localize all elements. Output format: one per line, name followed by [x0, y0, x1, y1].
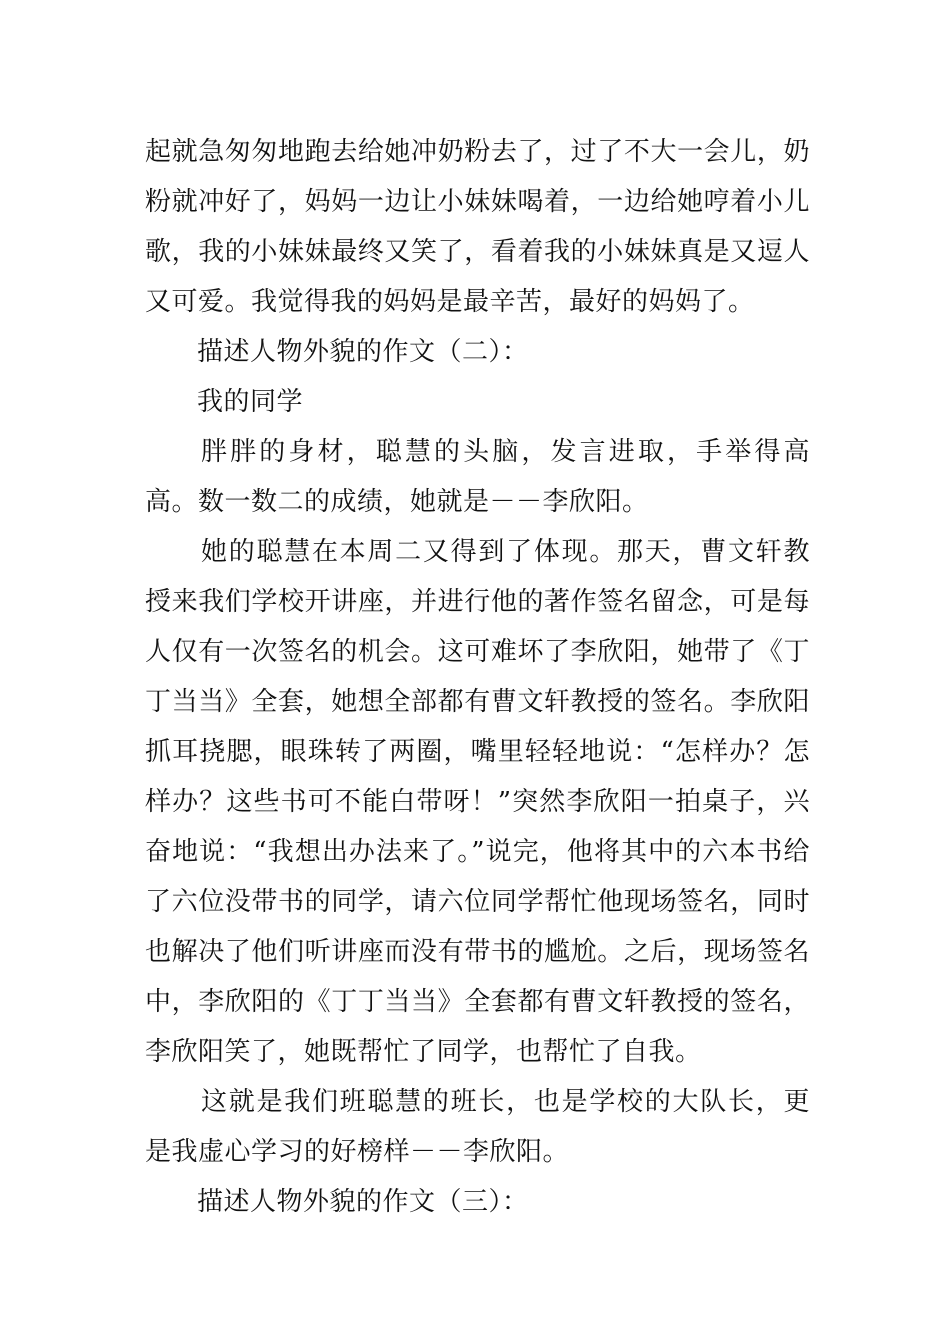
- paragraph-story: 她的聪慧在本周二又得到了体现。那天，曹文轩教授来我们学校开讲座，并进行他的著作签名留念，可是每人仅有一次签名的机会。这可难坏了李欣阳，她带了《丁丁当当》全套，她想全部都有曹文轩教授的签名。李欣阳抓耳挠腮，眼珠转了两圈，嘴里轻轻地说：“怎样办？怎样办？这些书可不能白带呀！”突然李欣阳一拍桌子，兴奋地说：“我想出办法来了。”说完，他将其中的六本书给了六位没带书的同学，请六位同学帮忙他现场签名，同时也解决了他们听讲座而没有带书的尴尬。之后，现场签名中，李欣阳的《丁丁当当》全套都有曹文轩教授的签名，李欣阳笑了，她既帮忙了同学，也帮忙了自我。: [145, 537, 810, 1067]
- paragraph-intro: 胖胖的身材，聪慧的头脑，发言进取，手举得高高。数一数二的成绩，她就是－－李欣阳。: [145, 437, 810, 517]
- paragraph-conclusion: 这就是我们班聪慧的班长，也是学校的大队长，更是我虚心学习的好榜样－－李欣阳。: [145, 1087, 810, 1167]
- section-heading-2: 描述人物外貌的作文（二）：: [197, 337, 529, 367]
- section-heading-3: 描述人物外貌的作文（三）：: [197, 1187, 529, 1217]
- document-body: [145, 127, 810, 1227]
- paragraph-continuation: 起就急匆匆地跑去给她冲奶粉去了，过了不大一会儿，奶粉就冲好了，妈妈一边让小妹妹喝着，一边给她哼着小儿歌，我的小妹妹最终又笑了，看着我的小妹妹真是又逗人又可爱。我觉得我的妈妈是最辛苦，最好的妈妈了。: [145, 137, 810, 317]
- essay-title: 我的同学: [197, 387, 304, 417]
